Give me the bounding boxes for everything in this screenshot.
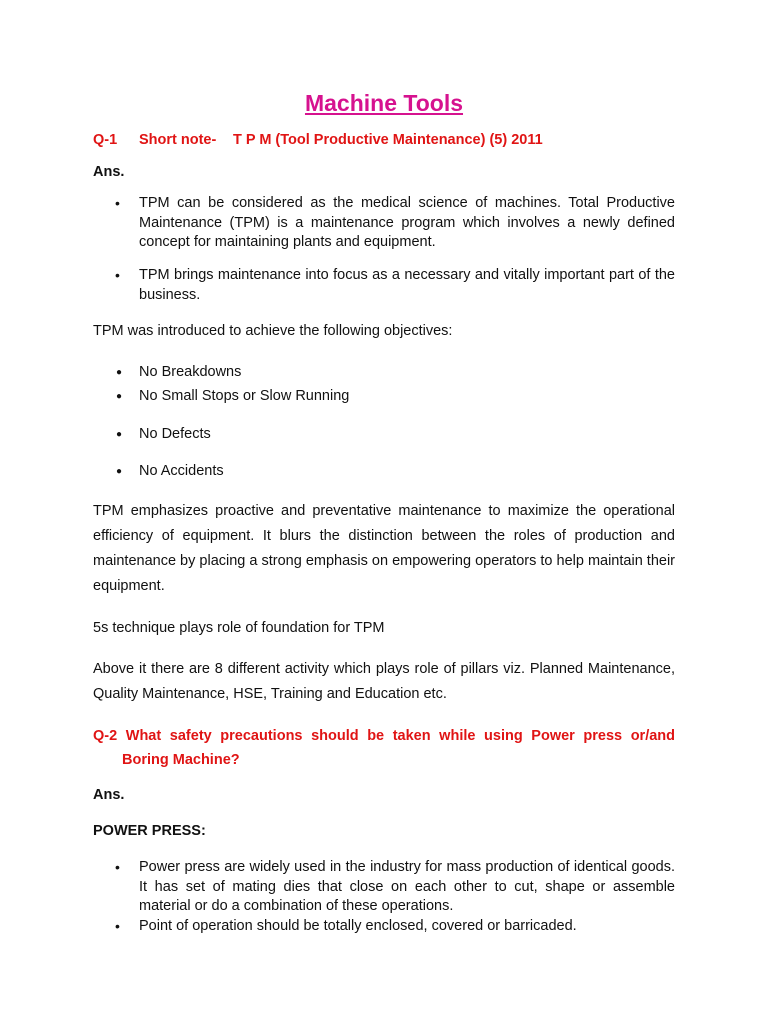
pillars-paragraph: Above it there are 8 different activity which plays role of pillars viz. Planned Maintenance, Quality Maintenance, HSE, Training and Education etc. <box>93 661 675 702</box>
q2-ans-label: Ans. <box>93 787 125 803</box>
objective-item: No Accidents <box>139 463 224 479</box>
q2-question-line-2: Boring Machine? <box>122 752 240 768</box>
q2-bullet-1: Power press are widely used in the industry for mass production of identical goods. It has set of mating dies that close on each other to cut, shape or assemble material or do a combination of these operations. <box>139 859 675 914</box>
bullet-marker: • <box>115 859 120 875</box>
bullet-marker: ● <box>116 429 123 440</box>
bullet-marker: • <box>115 918 120 934</box>
q2-question-line-1: Q-2 What safety precautions should be taken while using Power press or/and <box>93 728 675 744</box>
bullet-marker: ● <box>116 391 123 402</box>
q1-label: Short note- <box>139 132 217 148</box>
q1-ans-label: Ans. <box>93 164 125 180</box>
q1-bullet-1: TPM can be considered as the medical science of machines. Total Productive Maintenance (TPM) is a maintenance program which involves a newly defined concept for maintaining plants and equipment. <box>139 195 675 250</box>
objective-item: No Breakdowns <box>139 364 242 380</box>
objectives-intro: TPM was introduced to achieve the following objectives: <box>93 323 453 339</box>
bullet-marker: ● <box>116 466 123 477</box>
objective-item: No Defects <box>139 426 211 442</box>
power-press-heading: POWER PRESS: <box>93 823 206 839</box>
q1-bullet-2: TPM brings maintenance into focus as a necessary and vitally important part of the business. <box>139 267 675 303</box>
q2-bullet-2: Point of operation should be totally enclosed, covered or barricaded. <box>139 918 577 934</box>
tpm-paragraph: TPM emphasizes proactive and preventative maintenance to maximize the operational efficiency of equipment. It blurs the distinction between the roles of production and maintenance by placing a strong emphasis on empowering operators to help maintain their equipment. <box>93 503 675 594</box>
5s-paragraph: 5s technique plays role of foundation for TPM <box>93 620 385 636</box>
bullet-marker: ● <box>116 367 123 378</box>
q1-number: Q-1 <box>93 132 118 148</box>
objective-item: No Small Stops or Slow Running <box>139 388 350 404</box>
q1-topic: T P M (Tool Productive Maintenance) (5) 2011 <box>233 132 543 148</box>
bullet-marker: • <box>115 195 120 211</box>
bullet-marker: • <box>115 267 120 283</box>
page-title: Machine Tools <box>304 90 464 116</box>
